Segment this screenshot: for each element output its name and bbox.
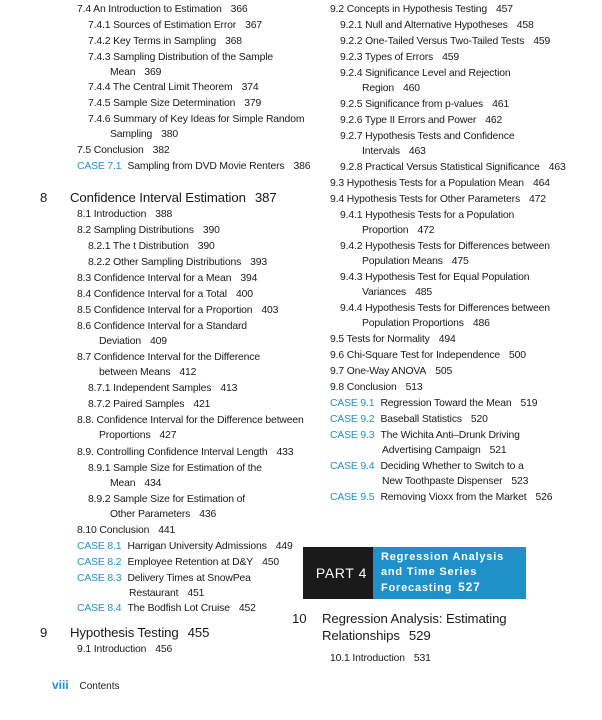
toc-entry[interactable] <box>77 643 172 658</box>
entry-title: Regression Toward the Mean <box>380 398 512 409</box>
entry-title-continued: between Means <box>99 366 171 378</box>
entry-title: 9.5 Tests for Normality <box>330 334 430 345</box>
case-label: CASE 7.1 <box>77 161 122 172</box>
entry-page-number: 526 <box>535 492 553 503</box>
entry-title-continued: Region <box>362 82 395 94</box>
entry-title: 9.1 Introduction <box>77 644 147 655</box>
entry-title: 9.2.7 Hypothesis Tests and Confidence <box>340 131 515 142</box>
entry-title: 9.2.1 Null and Alternative Hypotheses <box>340 20 508 31</box>
chapter-number: 10 <box>292 611 307 626</box>
toc-entry[interactable] <box>77 288 253 303</box>
toc-entry[interactable] <box>330 333 456 348</box>
entry-title: 9.2.3 Types of Errors <box>340 52 434 63</box>
entry-page-number: 458 <box>516 20 534 31</box>
entry-title-continued: Population Means <box>362 255 443 267</box>
entry-page-number: 521 <box>489 444 507 456</box>
case-entry[interactable] <box>77 602 256 617</box>
entry-page-number: 374 <box>241 82 259 93</box>
entry-title: 8.7.1 Independent Samples <box>88 383 212 394</box>
entry-title: 7.4.1 Sources of Estimation Error <box>88 20 237 31</box>
entry-title: 8.8. Confidence Interval for the Difference between <box>77 415 304 426</box>
toc-entry[interactable] <box>77 446 293 461</box>
toc-entry[interactable] <box>77 320 247 349</box>
entry-title: 8.9. Controlling Confidence Interval Length <box>77 447 268 458</box>
entry-page-number: 387 <box>254 190 277 205</box>
entry-title: Baseball Statistics <box>380 414 462 425</box>
entry-page-number: 394 <box>240 273 258 284</box>
entry-title: 9.4.3 Hypothesis Test for Equal Population <box>340 272 530 283</box>
entry-page-number: 451 <box>187 587 205 599</box>
entry-title: 9.2.4 Significance Level and Rejection <box>340 68 511 79</box>
entry-title-continued: Advertising Campaign <box>382 444 481 456</box>
entry-page-number: 494 <box>438 334 456 345</box>
entry-title: 7.4 An Introduction to Estimation <box>77 4 222 15</box>
toc-entry[interactable] <box>88 240 215 255</box>
entry-page-number: 393 <box>250 257 268 268</box>
toc-entry[interactable] <box>330 193 546 208</box>
entry-title-continued: Mean <box>110 66 136 78</box>
toc-entry[interactable] <box>340 240 550 269</box>
entry-title: 8.9.2 Sample Size for Estimation of <box>88 494 246 505</box>
case-entry[interactable] <box>77 160 310 175</box>
entry-title: 9.2 Concepts in Hypothesis Testing <box>330 4 488 15</box>
entry-page-number: 529 <box>408 628 431 643</box>
entry-page-number: 368 <box>225 36 242 47</box>
entry-title: 9.4.2 Hypothesis Tests for Differences between <box>340 241 550 252</box>
entry-title: Regression Analysis: Estimating <box>322 611 507 626</box>
case-entry[interactable] <box>330 397 537 412</box>
case-entry[interactable] <box>330 413 488 428</box>
entry-page-number: 379 <box>244 98 262 109</box>
entry-title: 9.6 Chi-Square Test for Independence <box>330 350 501 361</box>
entry-title: Sampling from DVD Movie Renters <box>127 161 285 172</box>
entry-title: 8.7 Confidence Interval for the Difference <box>77 352 260 363</box>
entry-page-number: 462 <box>485 115 503 126</box>
toc-entry[interactable] <box>330 381 423 396</box>
entry-title: 9.8 Conclusion <box>330 382 397 393</box>
entry-title: The Bodfish Lot Cruise <box>127 603 230 614</box>
toc-entry[interactable] <box>88 256 267 271</box>
entry-title-continued: New Toothpaste Dispenser <box>382 475 503 487</box>
entry-page-number: 461 <box>492 99 509 110</box>
toc-entry[interactable] <box>88 81 258 96</box>
toc-entry[interactable] <box>77 304 278 319</box>
entry-title: 7.4.6 Summary of Key Ideas for Simple Random <box>88 114 305 125</box>
entry-page-number: 500 <box>509 350 526 361</box>
entry-page-number: 427 <box>159 429 177 441</box>
entry-title-continued: Restaurant <box>129 587 179 599</box>
case-label: CASE 8.1 <box>77 541 122 552</box>
entry-page-number: 455 <box>187 625 210 640</box>
case-entry[interactable] <box>330 429 520 458</box>
part-label: PART 4 <box>303 547 373 599</box>
toc-entry[interactable] <box>340 271 529 300</box>
entry-page-number: 472 <box>529 194 546 205</box>
entry-title-continued: Proportions <box>99 429 151 441</box>
toc-entry[interactable] <box>77 414 304 443</box>
entry-page-number: 459 <box>533 36 551 47</box>
entry-page-number: 369 <box>144 66 162 78</box>
entry-page-number: 366 <box>230 4 248 15</box>
toc-entry[interactable] <box>330 652 431 667</box>
toc-entry[interactable] <box>330 365 452 380</box>
chapter-entry[interactable] <box>40 624 210 641</box>
entry-title: Confidence Interval Estimation <box>70 190 246 205</box>
entry-title: Hypothesis Testing <box>70 625 179 640</box>
entry-title: 8.2 Sampling Distributions <box>77 225 194 236</box>
entry-page-number: 472 <box>417 224 435 236</box>
entry-page-number: 505 <box>435 366 453 377</box>
entry-title: 8.10 Conclusion <box>77 525 150 536</box>
entry-title-continued: Intervals <box>362 145 400 157</box>
entry-title: 9.3 Hypothesis Tests for a Population Mean <box>330 178 524 189</box>
entry-title-continued: Population Proportions <box>362 317 464 329</box>
entry-page-number: 457 <box>496 4 513 15</box>
case-label: CASE 9.4 <box>330 461 375 472</box>
toc-entry[interactable] <box>88 97 261 112</box>
entry-page-number: 380 <box>161 128 179 140</box>
toc-entry[interactable] <box>77 144 170 159</box>
entry-title: 9.2.2 One-Tailed Versus Two-Tailed Tests <box>340 36 525 47</box>
entry-title: Deciding Whether to Switch to a <box>380 461 524 472</box>
entry-page-number: 434 <box>144 477 162 489</box>
entry-page-number: 421 <box>193 399 211 410</box>
footer-section-label: Contents <box>79 681 120 692</box>
toc-entry[interactable] <box>77 272 257 287</box>
toc-entry[interactable] <box>340 209 514 238</box>
entry-title: Harrigan University Admissions <box>127 541 267 552</box>
toc-entry[interactable] <box>340 302 550 331</box>
entry-title: 7.4.3 Sampling Distribution of the Sample <box>88 52 274 63</box>
entry-page-number: 403 <box>261 305 279 316</box>
part-title-line-3: Forecasting <box>381 582 453 594</box>
entry-title: 8.2.1 The t Distribution <box>88 241 189 252</box>
entry-page-number: 519 <box>520 398 538 409</box>
toc-entry[interactable] <box>77 208 172 223</box>
entry-title-continued: Relationships <box>322 628 400 643</box>
part-4-banner <box>303 547 526 599</box>
entry-title: 9.2.8 Practical Versus Statistical Significance <box>340 162 540 173</box>
entry-page-number: 520 <box>470 414 488 425</box>
toc-entry[interactable] <box>340 114 502 129</box>
case-label: CASE 9.5 <box>330 492 375 503</box>
chapter-number: 9 <box>40 625 48 640</box>
entry-title: Employee Retention at D&Y <box>127 557 254 568</box>
toc-entry[interactable] <box>330 177 550 192</box>
entry-page-number: 436 <box>199 508 217 520</box>
entry-page-number: 456 <box>155 644 173 655</box>
case-label: CASE 9.3 <box>330 430 375 441</box>
entry-page-number: 449 <box>275 541 293 552</box>
entry-title: Removing Vioxx from the Market <box>380 492 527 503</box>
case-entry[interactable] <box>330 460 528 489</box>
entry-title: 8.4 Confidence Interval for a Total <box>77 289 227 300</box>
entry-title: 8.5 Confidence Interval for a Proportion <box>77 305 253 316</box>
case-label: CASE 8.3 <box>77 573 122 584</box>
case-entry[interactable] <box>77 556 279 571</box>
entry-title-continued: Deviation <box>99 335 141 347</box>
entry-title: 9.4 Hypothesis Tests for Other Parameters <box>330 194 521 205</box>
entry-title: 8.6 Confidence Interval for a Standard <box>77 321 247 332</box>
entry-title-continued: Other Parameters <box>110 508 191 520</box>
chapter-entry[interactable] <box>292 610 507 644</box>
toc-entry[interactable] <box>88 493 245 522</box>
toc-entry[interactable] <box>330 349 526 364</box>
entry-title: 9.7 One-Way ANOVA <box>330 366 427 377</box>
entry-page-number: 464 <box>532 178 550 189</box>
toc-entry[interactable] <box>77 224 220 239</box>
entry-page-number: 390 <box>202 225 220 236</box>
entry-page-number: 485 <box>415 286 432 298</box>
entry-title: 8.3 Confidence Interval for a Mean <box>77 273 232 284</box>
chapter-number: 8 <box>40 190 48 205</box>
entry-page-number: 523 <box>511 475 529 487</box>
entry-page-number: 441 <box>158 525 176 536</box>
toc-entry[interactable] <box>340 19 534 34</box>
entry-title: 9.2.5 Significance from p-values <box>340 99 484 110</box>
toc-entry[interactable] <box>77 524 175 539</box>
entry-page-number: 388 <box>155 209 173 220</box>
entry-title: 10.1 Introduction <box>330 653 405 664</box>
entry-title: 9.2.6 Type II Errors and Power <box>340 115 477 126</box>
toc-entry[interactable] <box>88 19 262 34</box>
case-label: CASE 8.4 <box>77 603 122 614</box>
toc-entry[interactable] <box>340 35 550 50</box>
entry-title: 9.4.4 Hypothesis Tests for Differences between <box>340 303 550 314</box>
toc-entry[interactable] <box>340 130 514 159</box>
entry-title: 8.1 Introduction <box>77 209 147 220</box>
entry-page-number: 452 <box>238 603 256 614</box>
toc-entry[interactable] <box>340 51 459 66</box>
toc-entry[interactable] <box>340 161 566 176</box>
entry-title: Delivery Times at SnowPea <box>127 573 251 584</box>
entry-title: 7.4.5 Sample Size Determination <box>88 98 236 109</box>
entry-page-number: 450 <box>262 557 279 568</box>
toc-entry[interactable] <box>88 398 210 413</box>
toc-entry[interactable] <box>88 113 304 142</box>
part-title <box>373 547 526 599</box>
toc-entry[interactable] <box>77 3 248 18</box>
entry-title: 8.7.2 Paired Samples <box>88 399 185 410</box>
entry-page-number: 513 <box>405 382 423 393</box>
entry-page-number: 412 <box>179 366 197 378</box>
entry-page-number: 409 <box>149 335 167 347</box>
entry-page-number: 367 <box>245 20 262 31</box>
entry-page-number: 386 <box>293 161 311 172</box>
toc-entry[interactable] <box>340 67 510 96</box>
toc-entry[interactable] <box>88 382 237 397</box>
toc-entry[interactable] <box>340 98 509 113</box>
entry-title: 7.4.4 The Central Limit Theorem <box>88 82 233 93</box>
case-label: CASE 9.2 <box>330 414 375 425</box>
footer-page-number: viii <box>52 678 69 692</box>
entry-page-number: 531 <box>413 653 431 664</box>
entry-title-continued: Proportion <box>362 224 409 236</box>
entry-page-number: 433 <box>276 447 294 458</box>
part-title-line-1: Regression Analysis <box>381 551 505 563</box>
entry-title-continued: Variances <box>362 286 407 298</box>
entry-title: The Wichita Anti–Drunk Driving <box>380 430 520 441</box>
entry-page-number: 475 <box>451 255 469 267</box>
entry-page-number: 459 <box>442 52 459 63</box>
entry-page-number: 486 <box>472 317 490 329</box>
entry-title: 9.4.1 Hypothesis Tests for a Population <box>340 210 515 221</box>
toc-entry[interactable] <box>88 35 242 50</box>
toc-entry[interactable] <box>88 462 262 491</box>
entry-page-number: 390 <box>197 241 215 252</box>
entry-page-number: 463 <box>408 145 426 157</box>
case-entry[interactable] <box>330 491 552 506</box>
entry-title: 7.5 Conclusion <box>77 145 144 156</box>
chapter-entry[interactable] <box>40 189 277 206</box>
part-title-line-2: and Time Series <box>381 566 478 578</box>
entry-page-number: 382 <box>152 145 170 156</box>
case-entry[interactable] <box>77 540 293 555</box>
entry-title: 8.2.2 Other Sampling Distributions <box>88 257 242 268</box>
case-label: CASE 8.2 <box>77 557 122 568</box>
toc-entry[interactable] <box>88 51 273 80</box>
part-page: 527 <box>458 580 481 594</box>
toc-entry[interactable] <box>77 351 260 380</box>
entry-title: 7.4.2 Key Terms in Sampling <box>88 36 217 47</box>
page-footer <box>52 678 120 692</box>
entry-page-number: 463 <box>548 162 566 173</box>
entry-title-continued: Mean <box>110 477 136 489</box>
case-label: CASE 9.1 <box>330 398 375 409</box>
toc-entry[interactable] <box>330 3 513 18</box>
entry-page-number: 400 <box>235 289 253 300</box>
entry-title: 8.9.1 Sample Size for Estimation of the <box>88 463 262 474</box>
entry-title-continued: Sampling <box>110 128 153 140</box>
entry-page-number: 413 <box>220 383 238 394</box>
entry-page-number: 460 <box>403 82 420 94</box>
case-entry[interactable] <box>77 572 251 601</box>
